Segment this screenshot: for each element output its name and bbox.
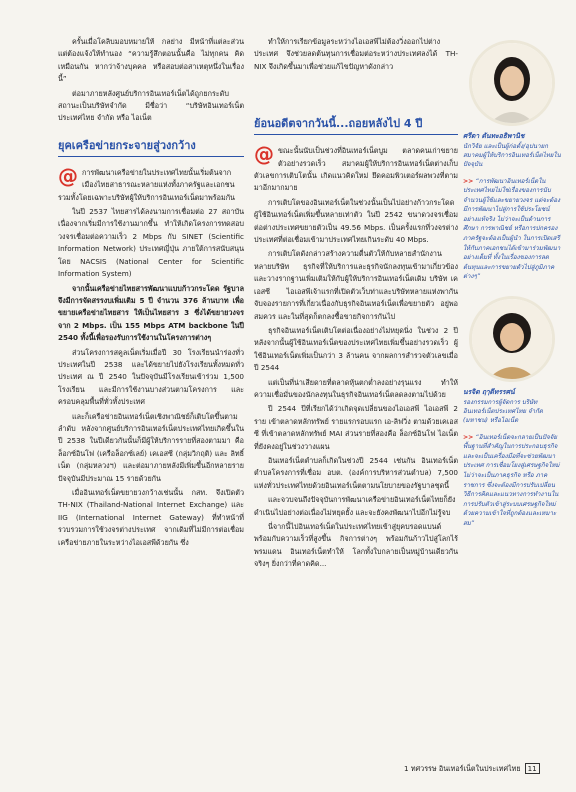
paragraph: จากนั้นเครือข่ายไทยสารพัฒนาแบบก้าวกระโดด รัฐบาลจึงมีการจัดสรรงบเพิ่มเติม 5 ปี จำนวน 376 ล้านบาท เพื่อขยายเครือข่ายไทยสาร ให้เป็นไทยสาร 3 ซึ่งได้ขยายวงจร จาก 2 Mbps. เป็น 155 Mbps ATM backbone ในปี 2540 ทั้งนี้เพื่อรองรับการใช้งานในโครงการต่างๆ xyxy=(58,283,244,343)
person-name: นรจิต ฤๅดีทรรศน์ xyxy=(463,388,515,397)
paragraph: ส่วนโครงการสคูลเน็ตเริ่มเมื่อปี 30 โรงเรียนนำร่องทั่วประเทศในปี 2538 และได้ขยายไปยังโรงเรียนทั้งหมดทั่วประเทศ ณ ปี 2540 ในปัจจุบันมีโรงเรียนเข้าร่วม 1,500 โรงเรียน และมีการใช้งานบางส่วนตามโครงการ และครอบคลุมพื้นที่ทั่วทั้งประเทศ xyxy=(58,347,244,407)
woman-portrait-icon xyxy=(472,299,552,379)
paragraph: ปี 2544 ปีที่เรียกได้ว่าเกิดจุดเปลี่ยนของไอเอสพี ไอเอสพี 2 ราย เข้าตลาดหลักทรัพย์ รายแรกรอบแรก เอ-ลิฟวิ่ง ตามด้วยเคเอสซี ที่เข้าตลาดหลักทรัพย์ MAI ส่วนรายที่สองคือ ล็อกซ์อินโฟ ไอเน็ต ที่ยังคงอยู่ในช่วงวางแผน xyxy=(254,404,458,451)
paragraph: แต่เป็นที่น่าเสียดายที่ตลาดหุ้นตกต่ำลงอย่างรุนแรง ทำให้ความเชื่อมั่นของนักลงทุนในธุรกิจอินเทอร์เน็ตลดลงตามไปด้วย xyxy=(254,377,458,399)
paragraph: และจวบจนถึงปัจจุบันการพัฒนาเครือข่ายอินเทอร์เน็ตไทยก็ยังดำเนินไปอย่างต่อเนื่องไม่หยุดยั้ง และจะยังคงพัฒนาไปอีกไม่รู้จบ xyxy=(254,495,456,517)
paragraph: และก็เครือข่ายอินเทอร์เน็ตเชิงพาณิชย์ก็เติบโตขึ้นตามลำดับ หลังจากศูนย์บริการอินเทอร์เน็ตประเทศไทยเกิดขึ้นในปี 2538 ในปีเดียวกันนั้นก็มีผู้ให้บริการรายที่สองตามมา คือ ล็อกซ์อินโฟ (เครือล็อกซ์เลย์) เคเอสซี (กลุ่มวิกฤติ) และ ลิทธิ์เน็ต (กลุ่มหลวงฯ) และต่อมาภายหลังมีเพิ่มขึ้นอีกหลายราย ปัจจุบันมีประมาณ 15 รายด้วยกัน xyxy=(58,411,244,483)
paragraph: การเติบโตของอินเทอร์เน็ตในช่วงนั้นเป็นไปอย่างก้าวกระโดด ผู้ใช้อินเทอร์เน็ตเพิ่มขึ้นหลายเท่าตัว ในปี 2542 ขนาดวงจรเชื่อมต่อต่างประเทศขยายตัวเป็น 49.56 Mbps. เป็นครั้งแรกที่วงจรต่างประเทศที่ต่อเชื่อมเข้ามาประเทศไทยเกินระดับ 40 Mbps. xyxy=(254,197,458,245)
paragraph: ต่อมาภายหลังศูนย์บริการอินเทอร์เน็ตได้ถูกยกระดับสถานะเป็นบริษัทจำกัด มีชื่อว่า “บริษัทอินเทอร์เน็ตประเทศไทย จำกัด หรือ ไอเน็ต xyxy=(58,88,244,123)
paragraph: ทำให้การเรียกข้อมูลระหว่างไอเอสพีไม่ต้องวิ่งออกไปต่างประเทศ จึงช่วยลดต้นทุนการเชื่อมต่อระหว่างประเทศลงได้ TH-NIX จึงเกิดขึ้นมาเพื่อช่วยแก้ไขปัญหาดังกล่าว xyxy=(254,37,458,71)
paragraph: ธุรกิจอินเทอร์เน็ตเติบโตต่อเนื่องอย่างไม่หยุดนิ่ง ในช่วง 2 ปีหลังจากนั้นผู้ใช้อินเทอร์เน็ตของประเทศไทยเพิ่มขึ้นอย่างรวดเร็ว ผู้ใช้อินเทอร์เน็ตเพิ่มเป็นกว่า 3 ล้านคน จากผลการสำรวจตัวเลขเมื่อปี 2544 xyxy=(254,325,458,373)
paragraph: ในปี 2537 ไทยสารได้ลงนามการเชื่อมต่อ 27 สถาบัน เนื่องจากเริ่มมีการใช้งานมากขึ้น ทำให้เกิดโครงการทดสอบวงจรเชื่อมต่อความเร็ว 2 Mbps กับ SINET (Scientific Information Network) ประเทศญี่ปุ่น ภายใต้การสนับสนุนโดย NACSIS (National Center for Scientific Information System) xyxy=(58,207,244,279)
dropcap-at-icon: @ xyxy=(58,163,78,188)
double-arrow-icon: >> xyxy=(463,433,476,441)
section-heading: ยุคเครือข่ายกระจายสู่วงกว้าง xyxy=(58,139,244,157)
page-footer xyxy=(404,764,540,775)
person-name: ศรีดา ตันทะอธิพานิช xyxy=(463,132,525,140)
woman-portrait-icon xyxy=(472,43,552,123)
person-role: นักวิจัย และเป็นผู้ก่อตั้ง/อุปนายก สมาคมผู้ให้บริการอินเทอร์เน็ตไทยในปัจจุบัน xyxy=(463,142,561,168)
paragraph: @ การพัฒนาเครือข่ายในประเทศไทยนั้นเริ่มต้นจากเมืองไทยสาธารณะหลายแห่งทั้งภาครัฐและเอกชน รวมทั้งโดยเฉพาะบริษัทผู้ให้บริการอินเทอร์เน็ตมาพร้อมกัน xyxy=(58,163,235,202)
page-number: 11 xyxy=(525,763,540,774)
paragraph: นี่จากนี้ไปอินเทอร์เน็ตในประเทศไทยเข้าสู่ยุคบรอดแบนด์ พร้อมกับความเร็วที่สูงขึ้น กิจการต่างๆ พร้อมกันก้าวไปสู่โลกไร้พรมแดน อินเทอร์เน็ตทำให้ โลกทั้งใบกลายเป็นหมู่บ้านเดียวกันจริงๆ ยิ่งกว่าที่คาดคิด... xyxy=(254,522,458,569)
paragraph: ครั้นเมื่อโคลิบมอบหมายให้ กลย่าง มีหน้าที่แต่ละส่วน แต่ต้องแจ้งให้ทำนอง “ความรู้สึกตอนนั้นคือ ไม่ทุกคน คิดเหมือนกัน หากว่าจ้างบุคคล หรือสอบต่อสาเหตุหนึ่งในเรื่องนี้” xyxy=(58,37,244,84)
left-column xyxy=(58,36,244,551)
footer-title: 1 ทศวรรษ อินเทอร์เน็ตในประเทศไทย xyxy=(404,764,521,773)
double-arrow-icon: >> xyxy=(463,177,476,185)
paragraph: การเติบโตดังกล่าวสร้างความตื่นตัวให้กับหลายสำนักงานหลายบริษัท ธุรกิจที่ให้บริการและธุรกิจนักลงทุนเข้ามาเกี่ยวข้อง และวางรากฐานเพิ่มเติมให้กับผู้ให้บริการอินเทอร์เน็ตเดิม บริษัท เคเอสซี ไอเอสพีเจ้าแรกที่เปิดตัวเว็บท่าและบริษัทหลายแห่งพากันจับจองรายการที่เกี่ยวเนื่องกับธุรกิจอินเทอร์เน็ตเพื่อขยายตัว อยู่พอสมควร และในที่สุดก็ตกลงซื้อขายกิจการกันไป xyxy=(254,249,458,321)
person-role: รองกรรมการผู้จัดการ บริษัทอินเทอร์เน็ตประเทศไทย จำกัด (มหาชน) หรือไอเน็ต xyxy=(463,398,543,424)
portrait-photo xyxy=(469,40,555,126)
pull-quote: >> “การพัฒนาอินเทอร์เน็ตในประเทศไทยไม่ใช่เรื่องของการนับจำนวนผู้ใช้และขยายวงจร แต่จะต้องมีการพัฒนาไปสู่การใช้ประโยชน์อย่างแท้จริง ไม่ว่าจะเป็นด้านการศึกษา การพาณิชย์ หรือการปกครอง ภาครัฐจะต้องเป็นผู้นำ ในการเปิดเสรีให้กับภาคเอกชนได้เข้ามาร่วมพัฒนาอย่างเต็มที่ ทั้งในเรื่องของการลดต้นทุนและการขยายตัวไปสู่ภูมิภาคต่างๆ” xyxy=(463,177,561,281)
dropcap-at-icon: @ xyxy=(254,142,274,167)
paragraph: อินเทอร์เน็ตตำบลก็เกิดในช่วงปี 2544 เช่นกัน อินเทอร์เน็ตตำบลโครงการที่เชื่อม อบต. (องค์การบริหารส่วนตำบล) 7,500 แห่งทั่วประเทศไทยด้วยอินเทอร์เน็ตตามนโยบายของรัฐบาลชุดนี้ xyxy=(254,455,458,490)
paragraph: @ ขณะนั้นนับเป็นช่วงที่อินเทอร์เน็ตบูม ตลาดคนเก่าขยายตัวอย่างรวดเร็ว สมาคมผู้ให้บริการอินเทอร์เน็ตต่างเก็บตัวเลขการเติบโตนั้น เกิดแนวคิดใหม่ ยึดคอมพิวเตอร์ผลพวงที่ตามมาอีกมากมาย xyxy=(254,142,458,193)
sidebar-column xyxy=(463,36,561,528)
paragraph: เมื่ออินเทอร์เน็ตขยายวงกว้างเช่นนั้น กสท. จึงเปิดตัว TH-NIX (Thailand-National Internet Exchange) และ IIG (International Internet Gateway) ที่ทำหน้าที่รวบรวมการใช้วงจรต่างประเทศ จากเดิมที่ไม่มีการต่อเชื่อมเครือข่ายภายในระหว่างไอเอสพีด้วยกัน ซึ่ง xyxy=(58,488,244,547)
portrait-photo xyxy=(469,296,555,382)
pull-quote: >> “อินเทอร์เน็ตจะกลายเป็นปัจจัยพื้นฐานที่สำคัญในการประกอบธุรกิจ และจะเป็นเครื่องมือที่จะช่วยพัฒนาประเทศ การเชื่อมโยงสู่เศรษฐกิจใหม่ ไม่ว่าจะเป็นภาคธุรกิจ หรือ ภาคราชการ ซึ่งจะต้องมีการปรับเปลี่ยนวิธีการคิดและแนวทางการทำงานในการปรับตัวเข้าสู่ระบบเศรษฐกิจใหม่ด้วยความเข้าใจที่ถูกต้องและเหมาะสม” xyxy=(463,433,560,527)
section-heading: ย้อนอดีตจากวันนี้...ถอยหลังไป 4 ปี xyxy=(254,117,458,135)
middle-column xyxy=(254,36,458,573)
